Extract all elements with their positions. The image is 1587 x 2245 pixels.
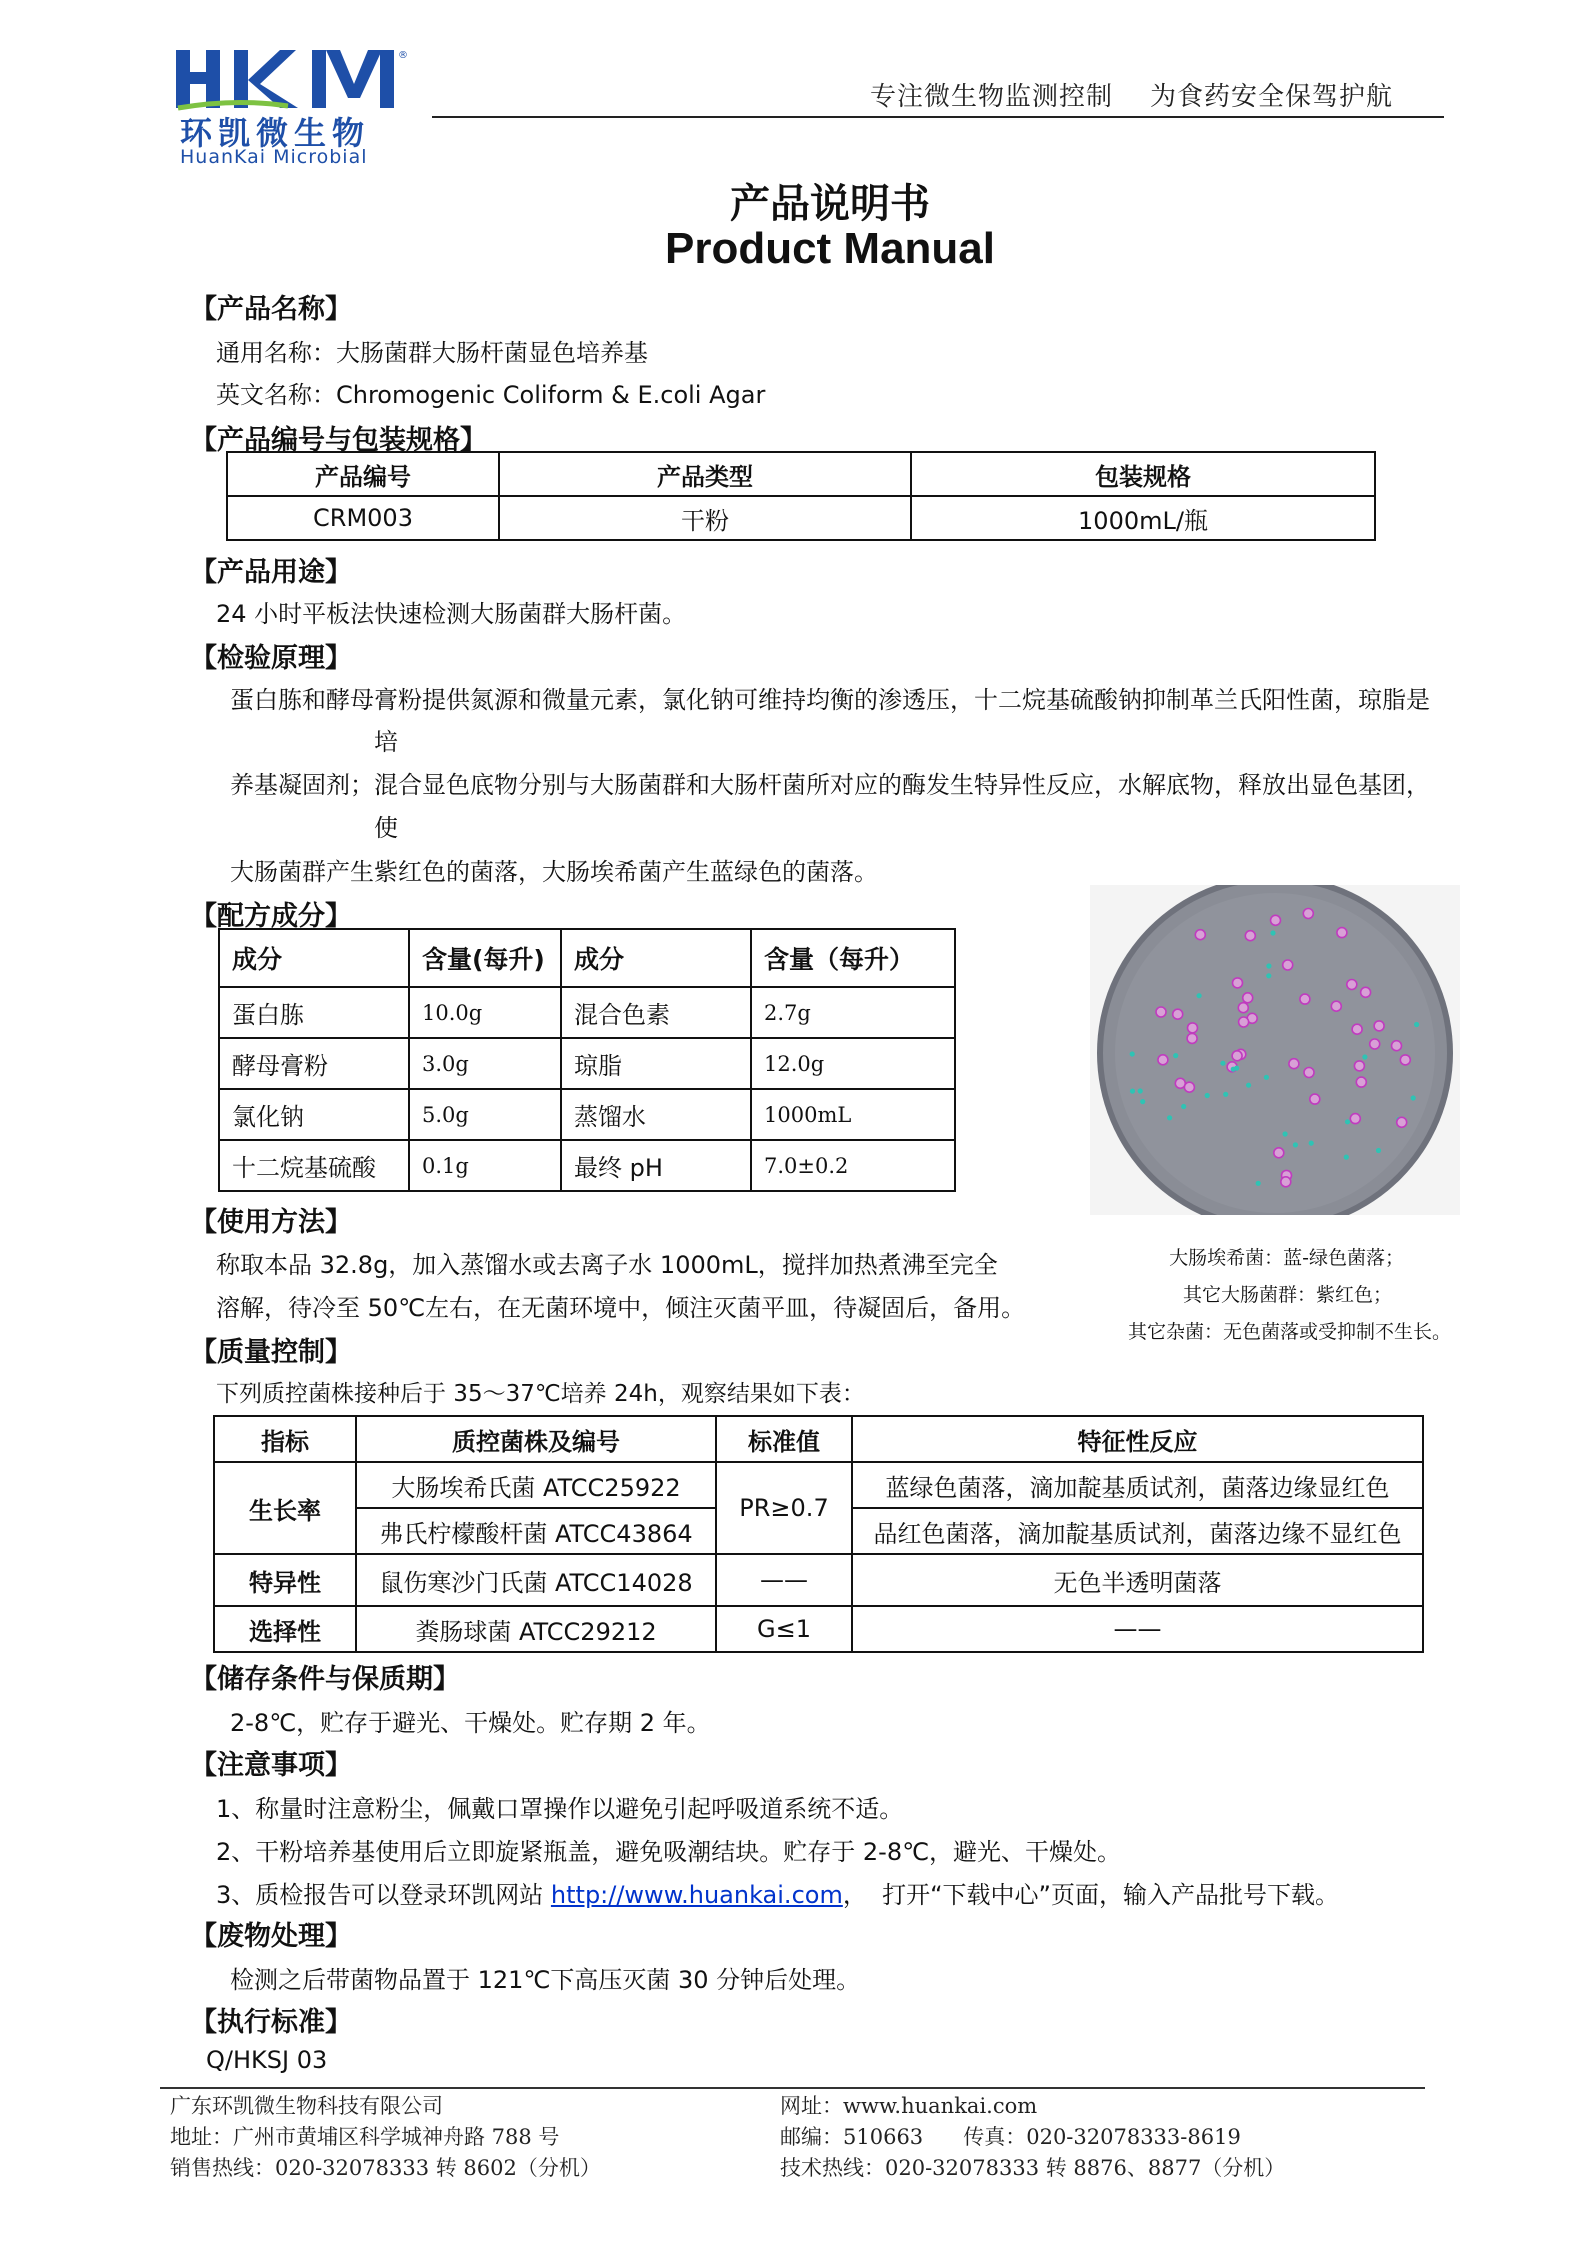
coliform-colony [1352, 1024, 1362, 1034]
coliform-colony [1331, 1001, 1341, 1011]
ecoli-colony [1181, 1104, 1186, 1109]
coliform-colony [1173, 1009, 1183, 1019]
qc-header: 特征性反应 [852, 1416, 1423, 1462]
section-qc: 【质量控制】 [190, 1337, 352, 1368]
coliform-colony [1243, 993, 1253, 1003]
website-link[interactable]: http://www.huankai.com [550, 1881, 843, 1909]
spec-cell: 干粉 [499, 496, 911, 540]
principle-line: 大肠菌群产生紫红色的菌落，大肠埃希菌产生蓝绿色的菌落。 [230, 858, 878, 886]
ecoli-colony [1414, 1022, 1419, 1027]
coliform-colony [1239, 1017, 1249, 1027]
footer-sales: 销售热线：020-32078333 转 8602（分机） [170, 2156, 601, 2180]
common-name: 通用名称：大肠菌群大肠杆菌显色培养基 [216, 339, 648, 367]
formula-header: 成分 [219, 929, 409, 987]
formula-cell: 5.0g [409, 1089, 561, 1140]
coliform-colony [1300, 994, 1310, 1004]
qc-cell: 弗氏柠檬酸杆菌 ATCC43864 [356, 1508, 716, 1554]
spec-header: 产品编号 [227, 452, 499, 496]
ecoli-colony [1220, 1061, 1225, 1066]
coliform-colony [1233, 978, 1243, 988]
formula-cell: 7.0±0.2 [751, 1140, 955, 1191]
formula-header: 成分 [561, 929, 751, 987]
plate-caption: 大肠埃希菌：蓝-绿色菌落； [1169, 1247, 1404, 1269]
spec-table [226, 451, 1376, 541]
disposal-text: 检测之后带菌物品置于 121℃下高压灭菌 30 分钟后处理。 [230, 1966, 861, 1994]
ecoli-colony [1376, 1148, 1381, 1153]
section-formula: 【配方成分】 [190, 901, 352, 932]
coliform-colony [1350, 1114, 1360, 1124]
qc-cell: G≤1 [716, 1606, 852, 1652]
qc-cell: 蓝绿色菌落，滴加靛基质试剂，菌落边缘显红色 [852, 1462, 1423, 1508]
coliform-colony [1304, 1068, 1314, 1078]
qc-intro: 下列质控菌株接种后于 35～37℃培养 24h，观察结果如下表： [216, 1381, 865, 1407]
ecoli-colony [1411, 1095, 1416, 1100]
formula-cell: 氯化钠 [219, 1089, 409, 1140]
section-product-name: 【产品名称】 [190, 294, 352, 325]
ecoli-colony [1293, 1142, 1298, 1147]
coliform-colony [1392, 1041, 1402, 1051]
usage-text: 24 小时平板法快速检测大肠菌群大肠杆菌。 [216, 600, 687, 628]
section-principle: 【检验原理】 [190, 643, 352, 674]
coliform-colony [1374, 1021, 1384, 1031]
qc-cell: 鼠伤寒沙门氏菌 ATCC14028 [356, 1554, 716, 1606]
section-usage: 【产品用途】 [190, 557, 352, 588]
ecoli-colony [1264, 1075, 1269, 1080]
ecoli-colony [1344, 1155, 1349, 1160]
section-spec: 【产品编号与包装规格】 [190, 425, 487, 456]
note-text: ， 打开“下载中心”页面，输入产品批号下载。 [842, 1881, 1339, 1909]
principle-line: 使 [374, 814, 398, 842]
qc-cell: 大肠埃希氏菌 ATCC25922 [356, 1462, 716, 1508]
formula-cell: 最终 pH [561, 1140, 751, 1191]
slogan: 专注微生物监测控制 为食药安全保驾护航 [870, 82, 1394, 112]
section-storage: 【储存条件与保质期】 [190, 1664, 460, 1695]
formula-cell: 10.0g [409, 987, 561, 1038]
formula-cell: 3.0g [409, 1038, 561, 1089]
coliform-colony [1354, 1061, 1364, 1071]
petri-dish-image [1090, 885, 1460, 1215]
spec-header: 包装规格 [911, 452, 1375, 496]
note-text: 3、质检报告可以登录环凯网站 [216, 1881, 551, 1909]
ecoli-colony [1173, 1053, 1178, 1058]
coliform-colony [1184, 1082, 1194, 1092]
formula-cell: 混合色素 [561, 987, 751, 1038]
coliform-colony [1347, 980, 1357, 990]
formula-cell: 12.0g [751, 1038, 955, 1089]
footer-company: 广东环凯微生物科技有限公司 [170, 2094, 443, 2118]
qc-growth-label: 生长率 [214, 1462, 356, 1554]
coliform-colony [1356, 1077, 1366, 1087]
qc-header: 标准值 [716, 1416, 852, 1462]
header-divider [432, 116, 1444, 118]
ecoli-colony [1197, 993, 1202, 998]
plate-caption: 其它大肠菌群：紫红色； [1182, 1284, 1392, 1306]
ecoli-colony [1167, 1115, 1172, 1120]
spec-cell: CRM003 [227, 496, 499, 540]
formula-cell: 十二烷基硫酸 [219, 1140, 409, 1191]
logo-english: HuanKai Microbial [180, 146, 368, 168]
footer-postcode-fax: 邮编：510663 传真：020-32078333-8619 [780, 2125, 1241, 2149]
ecoli-colony [1309, 1141, 1314, 1146]
coliform-colony [1158, 1055, 1168, 1065]
coliform-colony [1245, 931, 1255, 941]
spec-header: 产品类型 [499, 452, 911, 496]
formula-table [218, 928, 956, 1192]
coliform-colony [1283, 960, 1293, 970]
formula-cell: 2.7g [751, 987, 955, 1038]
principle-line: 培 [374, 728, 398, 756]
section-standard: 【执行标准】 [190, 2007, 352, 2038]
coliform-colony [1188, 1023, 1198, 1033]
ecoli-colony [1362, 1054, 1367, 1059]
ecoli-colony [1130, 1089, 1135, 1094]
coliform-colony [1337, 928, 1347, 938]
spec-cell: 1000mL/瓶 [911, 496, 1375, 540]
ecoli-colony [1140, 1099, 1145, 1104]
note-item: 1、称量时注意粉尘，佩戴口罩操作以避免引起呼吸道系统不适。 [216, 1795, 904, 1823]
coliform-colony [1195, 930, 1205, 940]
formula-cell: 蒸馏水 [561, 1089, 751, 1140]
ecoli-colony [1345, 1119, 1350, 1124]
standard-text: Q/HKSJ 03 [206, 2046, 328, 2074]
formula-cell: 蛋白胨 [219, 987, 409, 1038]
coliform-colony [1271, 915, 1281, 925]
qc-growth-std: PR≥0.7 [716, 1462, 852, 1554]
coliform-colony [1274, 1148, 1284, 1158]
coliform-colony [1187, 1033, 1197, 1043]
principle-line: 养基凝固剂；混合显色底物分别与大肠菌群和大肠杆菌所对应的酶发生特异性反应，水解底物，释放出显色基团， [230, 771, 1430, 799]
formula-header: 含量（每升） [751, 929, 955, 987]
ecoli-colony [1283, 1131, 1288, 1136]
qc-table [213, 1415, 1424, 1653]
footer-tech: 技术热线：020-32078333 转 8876、8877（分机） [780, 2156, 1286, 2180]
page-title-en: Product Manual [664, 224, 996, 273]
coliform-colony [1397, 1117, 1407, 1127]
page-title-cn: 产品说明书 [730, 181, 930, 227]
coliform-colony [1156, 1007, 1166, 1017]
coliform-colony [1361, 987, 1371, 997]
qc-cell: —— [716, 1554, 852, 1606]
qc-cell: 特异性 [214, 1554, 356, 1606]
qc-header: 指标 [214, 1416, 356, 1462]
logo-chinese: 环凯微生物 [180, 114, 371, 152]
formula-cell: 酵母膏粉 [219, 1038, 409, 1089]
note-item: 2、干粉培养基使用后立即旋紧瓶盖，避免吸潮结块。贮存于 2-8℃，避光、干燥处。 [216, 1838, 1122, 1866]
ecoli-colony [1246, 1083, 1251, 1088]
coliform-colony [1232, 1051, 1242, 1061]
english-name: 英文名称：Chromogenic Coliform & E.coli Agar [216, 381, 766, 409]
section-method: 【使用方法】 [190, 1207, 352, 1238]
coliform-colony [1400, 1055, 1410, 1065]
coliform-colony [1310, 1094, 1320, 1104]
coliform-colony [1289, 1059, 1299, 1069]
coliform-colony [1303, 909, 1313, 919]
method-line: 溶解，待冷至 50℃左右，在无菌环境中，倾注灭菌平皿，待凝固后，备用。 [216, 1294, 1026, 1322]
coliform-colony [1281, 1177, 1291, 1187]
qc-cell: 选择性 [214, 1606, 356, 1652]
ecoli-colony [1234, 1066, 1239, 1071]
footer-address: 地址：广州市黄埔区科学城神舟路 788 号 [170, 2125, 560, 2149]
qc-cell: —— [852, 1606, 1423, 1652]
qc-header: 质控菌株及编号 [356, 1416, 716, 1462]
section-notes: 【注意事项】 [190, 1750, 352, 1781]
ecoli-colony [1270, 930, 1275, 935]
svg-text:®: ® [398, 50, 408, 61]
coliform-colony [1238, 1003, 1248, 1013]
footer-website: 网址：www.huankai.com [780, 2094, 1038, 2118]
qc-cell: 无色半透明菌落 [852, 1554, 1423, 1606]
ecoli-colony [1130, 1051, 1135, 1056]
section-disposal: 【废物处理】 [190, 1921, 352, 1952]
coliform-colony [1370, 1039, 1380, 1049]
ecoli-colony [1138, 1088, 1143, 1093]
ecoli-colony [1205, 1093, 1210, 1098]
note-item [216, 1875, 1339, 1910]
ecoli-colony [1266, 963, 1271, 968]
formula-cell: 琼脂 [561, 1038, 751, 1089]
formula-cell: 1000mL [751, 1089, 955, 1140]
qc-cell: 品红色菌落，滴加靛基质试剂，菌落边缘不显红色 [852, 1508, 1423, 1554]
qc-cell: 粪肠球菌 ATCC29212 [356, 1606, 716, 1652]
method-line: 称取本品 32.8g，加入蒸馏水或去离子水 1000mL，搅拌加热煮沸至完全 [216, 1251, 998, 1279]
plate-caption: 其它杂菌：无色菌落或受抑制不生长。 [1127, 1321, 1451, 1343]
principle-line: 蛋白胨和酵母膏粉提供氮源和微量元素，氯化钠可维持均衡的渗透压，十二烷基硫酸钠抑制革兰氏阳性菌，琼脂是 [230, 686, 1430, 714]
footer-divider [160, 2087, 1425, 2089]
formula-cell: 0.1g [409, 1140, 561, 1191]
ecoli-colony [1256, 1181, 1261, 1186]
storage-text: 2-8℃，贮存于避光、干燥处。贮存期 2 年。 [230, 1709, 711, 1737]
ecoli-colony [1223, 1092, 1228, 1097]
ecoli-colony [1266, 973, 1271, 978]
formula-header: 含量(每升) [409, 929, 561, 987]
